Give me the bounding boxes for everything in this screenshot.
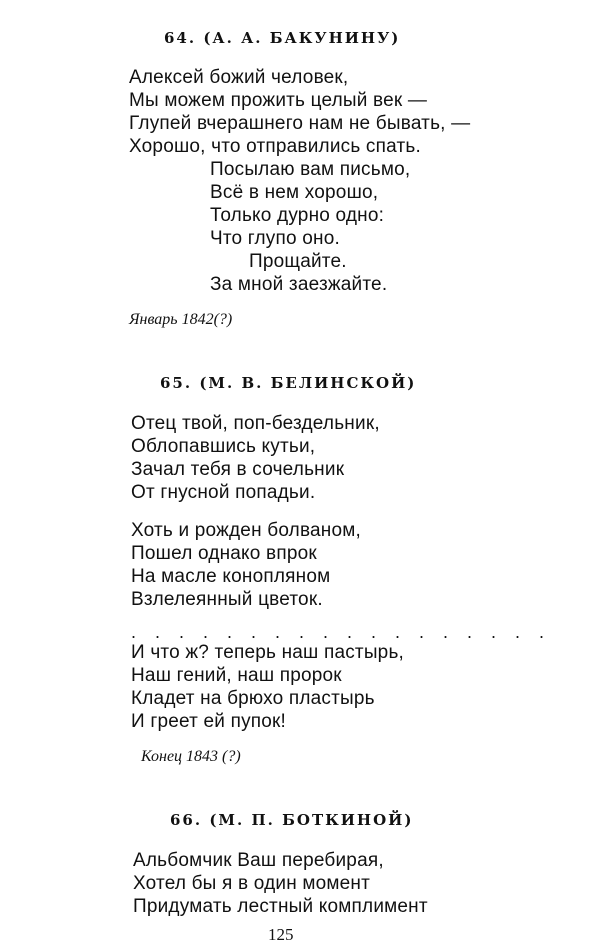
poem-line: И что ж? теперь наш пастырь, (131, 642, 405, 663)
poem-date: Конец 1843 (?) (141, 748, 241, 765)
poem-line: Всё в нем хорошо, (210, 182, 379, 203)
poem-line: Отец твой, поп-бездельник, (131, 413, 380, 434)
poem-line: Кладет на брюхо пластырь (131, 688, 375, 709)
poem-line: Посылаю вам письмо, (210, 159, 411, 180)
poem-heading: 66. (М. П. БОТКИНОЙ) (170, 811, 414, 829)
poem-line: Хоть и рожден болваном, (131, 520, 362, 541)
poem-line: Облопавшись кутьи, (131, 436, 316, 457)
poem-line: Придумать лестный комплимент (133, 896, 428, 917)
poem-line: Хорошо, что отправились спать. (129, 136, 421, 157)
poem-line: Что глупо оно. (210, 228, 340, 249)
poem-heading: 64. (А. А. БАКУНИНУ) (164, 29, 401, 47)
poem-heading: 65. (М. В. БЕЛИНСКОЙ) (160, 374, 417, 392)
poem-line: Только дурно одно: (210, 205, 385, 226)
poem-line: Прощайте. (249, 251, 347, 272)
page-number: 125 (268, 925, 294, 944)
poem-line: Хотел бы я в один момент (133, 873, 371, 894)
poem-line: Зачал тебя в сочельник (131, 459, 345, 480)
poem-line: Альбомчик Ваш перебирая, (133, 850, 384, 871)
poem-date: Январь 1842(?) (129, 311, 233, 328)
poem-line: Алексей божий человек, (129, 67, 349, 88)
poem-line: Наш гений, наш пророк (131, 665, 342, 686)
poem-line: Мы можем прожить целый век — (129, 90, 428, 111)
poem-line: Взлелеянный цветок. (131, 589, 323, 610)
poem-line: На масле конопляном (131, 566, 331, 587)
omission-ellipsis: . . . . . . . . . . . . . . . . . . (131, 622, 552, 642)
poem-line: От гнусной попадьи. (131, 482, 316, 503)
poem-line: За мной заезжайте. (210, 274, 388, 295)
poem-line: Пошел однако впрок (131, 543, 317, 564)
poem-line: Глупей вчерашнего нам не бывать, — (129, 113, 471, 134)
poem-line: И греет ей пупок! (131, 711, 287, 732)
